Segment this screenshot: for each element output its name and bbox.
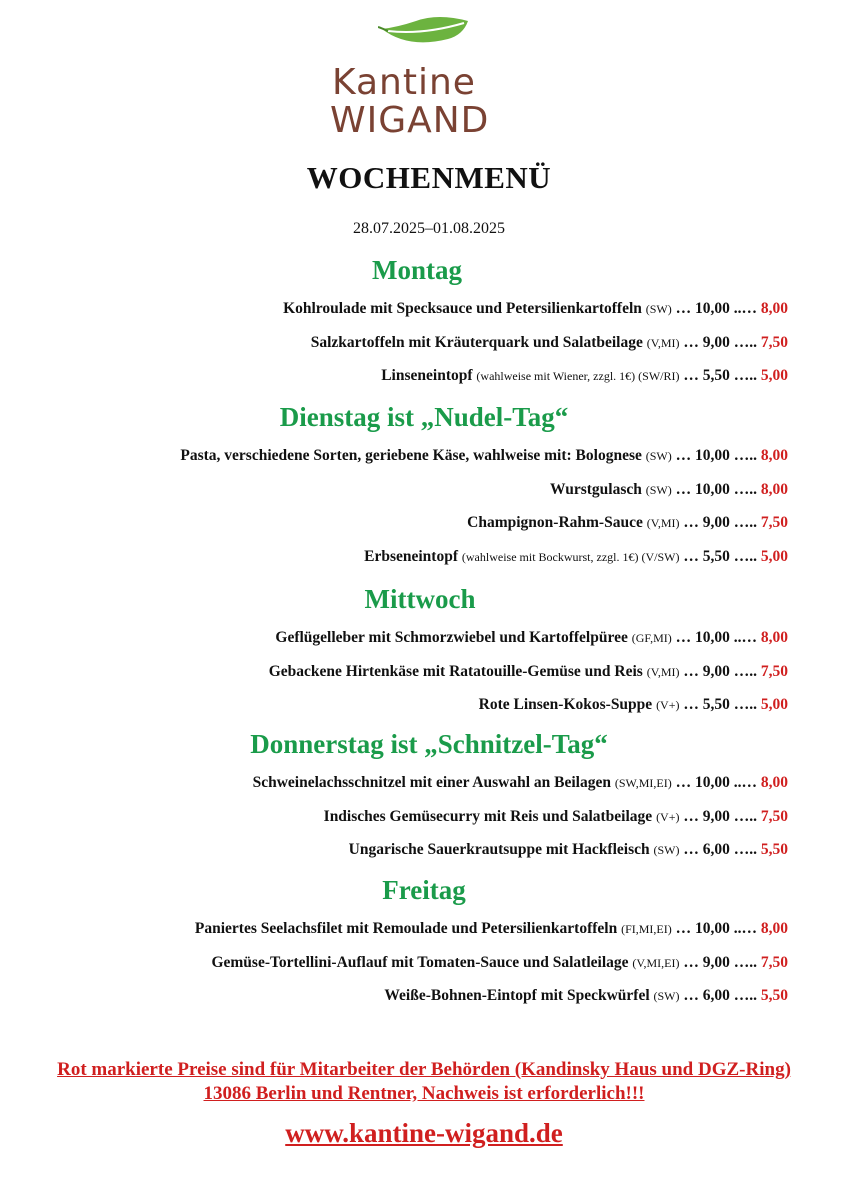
dish-name: Schweinelachsschnitzel mit einer Auswahl an Beilagen [252,774,611,791]
dish-name: Gebackene Hirtenkäse mit Ratatouille-Gemüse und Reis [268,662,643,680]
allergen-tag: (V,MI) [646,516,680,530]
allergen-tag: (wahlweise mit Wiener, zzgl. 1€) (SW/RI) [476,369,680,383]
staff-price: 8,00 [760,480,788,498]
dish-name: Champignon-Rahm-Sauce [467,514,643,531]
footer-note-line2: 13086 Berlin und Rentner, Nachweis ist erforderlich!!! [203,1083,645,1104]
allergen-tag: (V,MI) [646,664,680,679]
staff-price: 8,00 [760,447,788,464]
menu-item [381,367,788,385]
regular-price: … 6,00 ….. [683,841,757,858]
menu-item [479,696,788,714]
menu-item [283,300,788,318]
regular-price: … 10,00 ..… [675,300,757,317]
allergen-tag: (GF,MI) [631,631,672,645]
staff-price: 5,50 [760,987,788,1004]
regular-price: … 10,00 ..… [675,774,757,791]
staff-price: 5,00 [760,547,788,565]
day-heading: Montag [372,255,462,285]
staff-price: 8,00 [760,920,788,937]
allergen-tag: (SW) [645,449,672,463]
staff-price: 8,00 [760,629,788,646]
regular-price: … 10,00 ….. [675,447,757,464]
menu-item [275,629,788,647]
website-link[interactable]: www.kantine-wigand.de [285,1118,563,1148]
regular-price: … 9,00 ….. [683,953,757,971]
logo-text-kantine: Kantine [332,62,476,103]
dish-name: Indisches Gemüsecurry mit Reis und Salatbeilage [323,807,653,825]
allergen-tag: (V+) [656,698,680,712]
date-range: 28.07.2025–01.08.2025 [353,220,505,237]
menu-item [364,548,788,566]
menu-item [180,447,788,465]
dish-name: Gemüse-Tortellini-Auflauf mit Tomaten-Sauce und Salatleilage [211,953,629,971]
regular-price: … 9,00 ….. [683,333,757,351]
day-heading: Mittwoch [364,584,476,614]
allergen-tag: (wahlweise mit Bockwurst, zzgl. 1€) (V/SW) [461,549,680,564]
page-title: WOCHENMENÜ [306,160,552,195]
regular-price: … 10,00 ..… [675,920,757,937]
staff-price: 5,00 [760,696,788,713]
dish-name: Rote Linsen-Kokos-Suppe [478,696,653,713]
dish-name: Geflügelleber mit Schmorzwiebel und Kartoffelpüree [275,629,628,646]
allergen-tag: (SW,MI,EI) [614,776,672,790]
allergen-tag: (V,MI) [646,335,680,350]
regular-price: … 10,00 ….. [675,480,757,498]
menu-item [324,808,788,826]
staff-price: 7,50 [760,662,788,680]
allergen-tag: (V,MI,EI) [632,955,680,970]
regular-price: … 9,00 ….. [683,662,757,680]
menu-item [311,334,788,352]
dish-name: Kohlroulade mit Specksauce und Petersilienkartoffeln [283,300,642,317]
regular-price: … 6,00 ….. [683,987,757,1004]
footer-note [0,1058,848,1106]
staff-price: 7,50 [760,514,788,531]
menu-item [349,841,788,859]
logo-text-wigand: WIGAND [330,100,490,141]
allergen-tag: (V+) [656,809,680,824]
dish-name: Pasta, verschiedene Sorten, geriebene Käse, wahlweise mit: Bolognese [180,447,642,464]
dish-name: Wurstgulasch [550,480,642,498]
allergen-tag: (SW) [653,989,680,1003]
staff-price: 7,50 [760,333,788,351]
staff-price: 7,50 [760,807,788,825]
regular-price: … 10,00 ..… [675,629,757,646]
menu-item [467,514,788,532]
regular-price: … 9,00 ….. [683,514,757,531]
staff-price: 7,50 [760,953,788,971]
day-heading: Donnerstag ist „Schnitzel-Tag“ [250,729,608,759]
menu-item [384,987,788,1005]
dish-name: Weiße-Bohnen-Eintopf mit Speckwürfel [384,987,650,1004]
dish-name: Paniertes Seelachsfilet mit Remoulade und Petersilienkartoffeln [194,920,618,937]
staff-price: 8,00 [760,300,788,317]
staff-price: 5,50 [760,841,788,858]
dish-name: Erbseneintopf [364,547,458,565]
day-heading: Freitag [382,875,466,905]
leaf-icon [378,15,473,47]
regular-price: … 9,00 ….. [683,807,757,825]
staff-price: 8,00 [760,774,788,791]
regular-price: … 5,50 ….. [683,696,757,713]
allergen-tag: (SW) [645,482,672,497]
menu-item [195,920,788,938]
regular-price: … 5,50 ….. [683,367,757,384]
dish-name: Linseneintopf [381,367,473,384]
regular-price: … 5,50 ….. [683,547,757,565]
footer-note-line1: Rot markierte Preise sind für Mitarbeiter der Behörden (Kandinsky Haus und DGZ-Ring) [57,1059,791,1080]
allergen-tag: (FI,MI,EI) [621,922,672,936]
menu-item [253,774,788,792]
menu-item [211,954,788,972]
allergen-tag: (SW) [653,843,680,857]
day-heading: Dienstag ist „Nudel-Tag“ [279,402,569,432]
logo [330,15,530,140]
staff-price: 5,00 [760,367,788,384]
dish-name: Salzkartoffeln mit Kräuterquark und Salatbeilage [310,333,643,351]
dish-name: Ungarische Sauerkrautsuppe mit Hackfleisch [348,841,650,858]
menu-item [550,481,788,499]
menu-item [269,663,788,681]
allergen-tag: (SW) [645,302,672,316]
